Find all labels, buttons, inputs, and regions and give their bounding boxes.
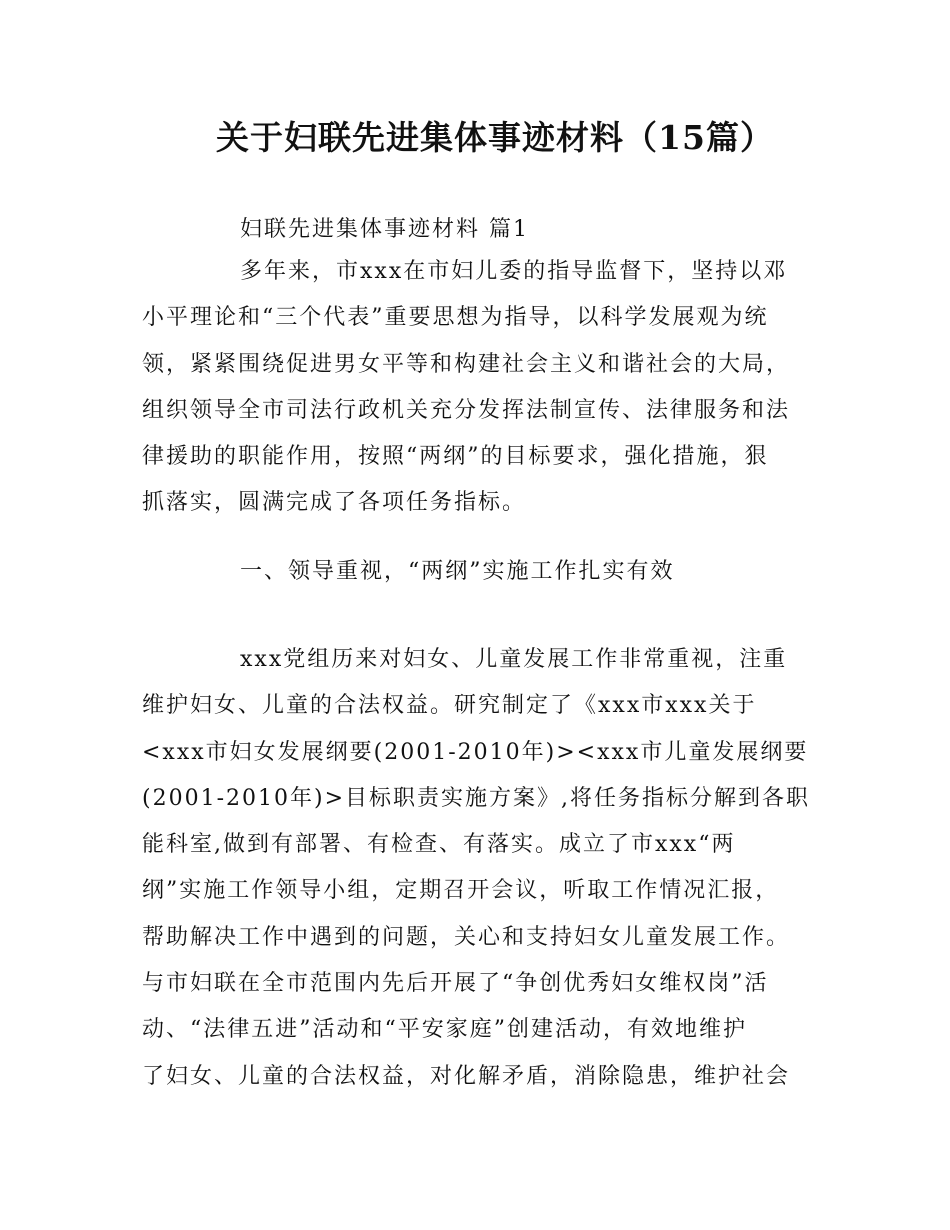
paragraph-line: 维护妇女、儿童的合法权益。研究制定了《xxx市xxx关于 <box>142 693 757 719</box>
paragraph-line: 能科室,做到有部署、有检查、有落实。成立了市xxx“两 <box>142 832 736 858</box>
paragraph-line: 与市妇联在全市范围内先后开展了“争创优秀妇女维权岗”活 <box>142 971 769 997</box>
section-heading <box>142 207 822 253</box>
paragraph-line: 抓落实，圆满完成了各项任务指标。 <box>142 490 527 516</box>
paragraph-line: 动、“法律五进”活动和“平安家庭”创建活动，有效地维护 <box>142 1017 747 1043</box>
paragraph-line: (2001-2010年)>目标职责实施方案》,将任务指标分解到各职 <box>142 785 811 811</box>
subheading <box>142 549 822 595</box>
document-title: 关于妇联先进集体事迹材料（15篇） <box>216 118 774 157</box>
paragraph-line: 纲”实施工作领导小组，定期召开会议，听取工作情况汇报， <box>142 878 780 904</box>
paragraph-line: 多年来，市xxx在市妇儿委的指导监督下，坚持以邓 <box>240 259 788 284</box>
paragraph-line: 帮助解决工作中遇到的问题，关心和支持妇女儿童发展工作。 <box>142 924 791 950</box>
paragraph-line: 组织领导全市司法行政机关充分发挥法制宣传、法律服务和法 <box>142 397 791 423</box>
paragraph-line: <xxx市妇女发展纲要(2001-2010年)><xxx市儿童发展纲要 <box>142 739 809 765</box>
subheading-text: 一、领导重视，“两纲”实施工作扎实有效 <box>240 559 675 584</box>
paragraph-line: 了妇女、儿童的合法权益，对化解矛盾，消除隐患，维护社会 <box>142 1063 791 1089</box>
paragraph-line: 小平理论和“三个代表”重要思想为指导，以科学发展观为统 <box>142 305 769 331</box>
section-heading-text: 妇联先进集体事迹材料 篇1 <box>240 217 529 242</box>
paragraph-line: xxx党组历来对妇女、儿童发展工作非常重视，注重 <box>240 647 788 672</box>
paragraph-1 <box>142 249 822 527</box>
paragraph-2 <box>142 637 822 1100</box>
paragraph-line: 领，紧紧围绕促进男女平等和构建社会主义和谐社会的大局， <box>142 351 791 377</box>
paragraph-line: 律援助的职能作用，按照“两纲”的目标要求，强化措施，狠 <box>142 444 769 470</box>
